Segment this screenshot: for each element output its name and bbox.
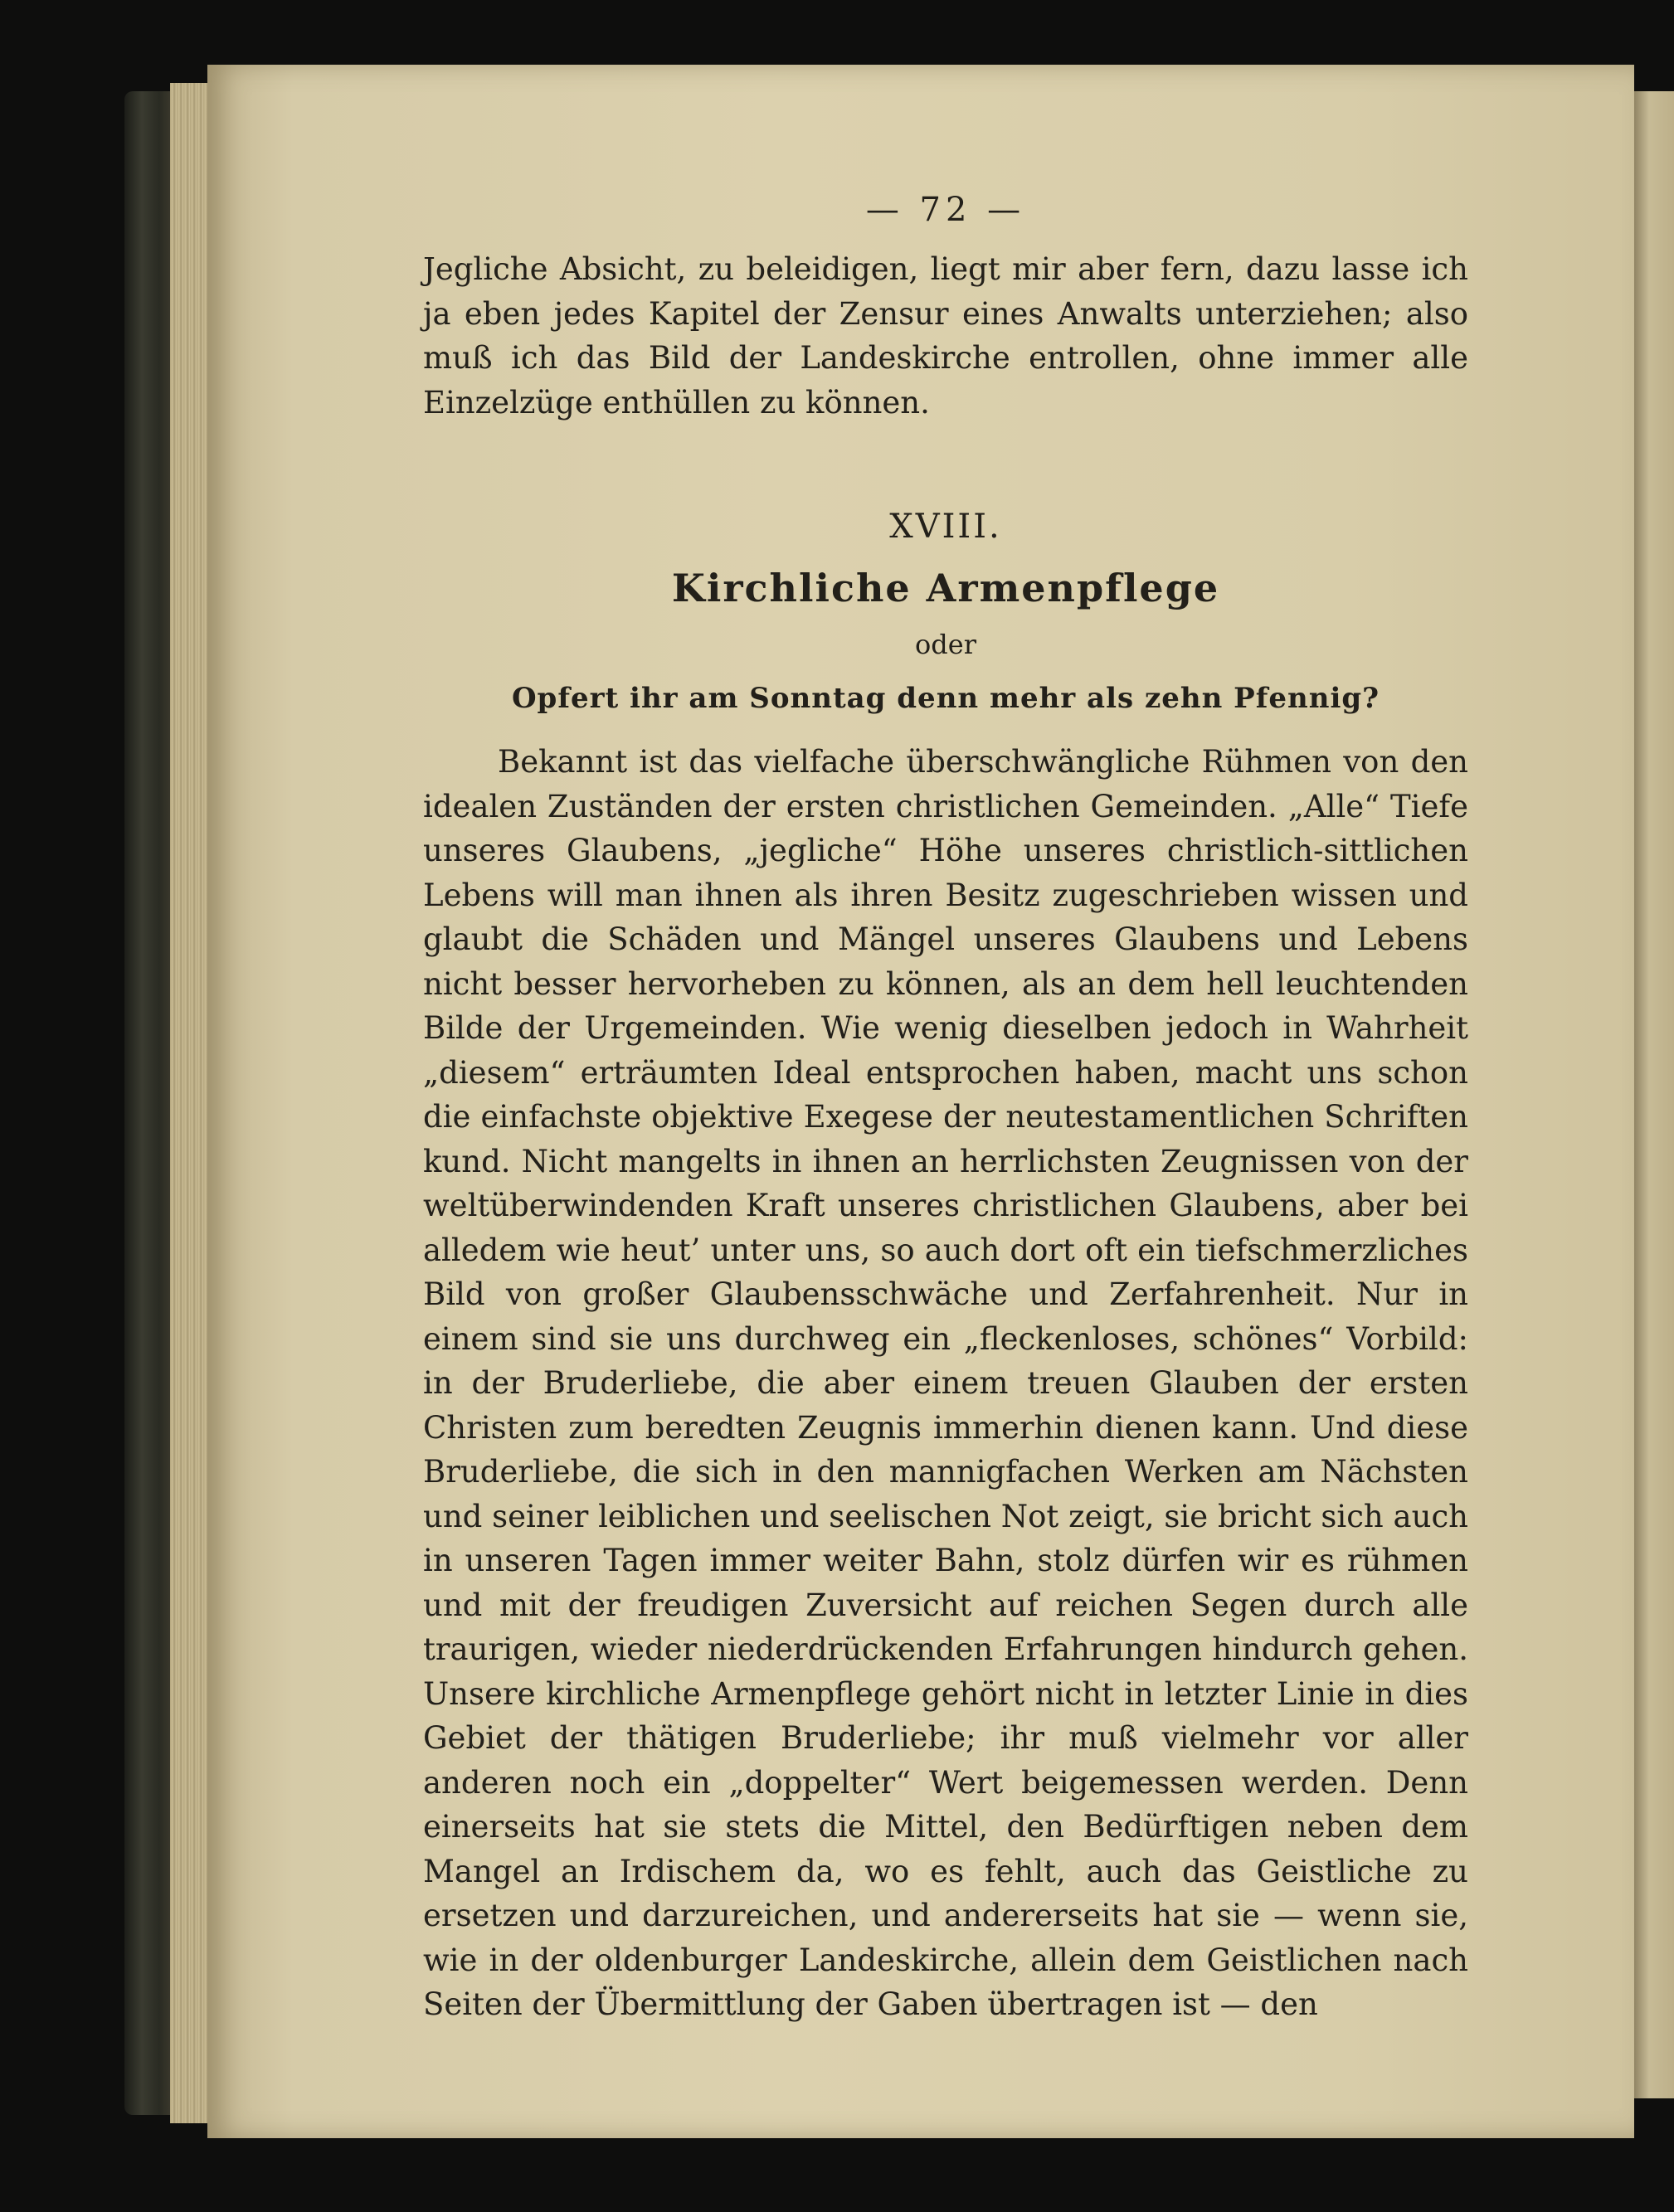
body-paragraph: Bekannt ist das vielfache überschwängliche Rühmen von den idealen Zuständen der ersten christlichen Gemeinden. „Alle“ Tiefe unseres Glaubens, „jegliche“ Höhe unseres christlich-sittlichen Lebens will man ihnen als ihren Besitz zugeschrieben wissen und glaubt die Schäden und Mängel unseres Glaubens und Lebens nicht besser hervorheben zu können, als an dem hell leuchtenden Bilde der Urgemeinden. Wie wenig dieselben jedoch in Wahrheit „diesem“ erträumten Ideal entsprochen haben, macht uns schon die einfachste objektive Exegese der neutestamentlichen Schriften kund. Nicht mangelts in ihnen an herrlichsten Zeugnissen von der weltüberwindenden Kraft unseres christlichen Glaubens, aber bei alledem wie heut’ unter uns, so auch dort oft ein tiefschmerzliches Bild von großer Glaubensschwäche und Zerfahrenheit. Nur in einem sind sie uns durchweg ein „fleckenloses, schönes“ Vorbild: in der Bruderliebe, die aber einem treuen Glauben der ersten Christen zum beredten Zeugnis immerhin dienen kann. Und diese Bruderliebe, die sich in den mannigfachen Werken am Nächsten und seiner leiblichen und seelischen Not zeigt, sie bricht sich auch in unseren Tagen immer weiter Bahn, stolz dürfen wir es rühmen und mit der freudigen Zuversicht auf reichen Segen durch alle traurigen, wieder niederdrückenden Erfahrungen hindurch gehen. Unsere kirchliche Armenpflege gehört nicht in letzter Linie in dies Gebiet der thätigen Bruderliebe; ihr muß vielmehr vor aller anderen noch ein „doppelter“ Wert beigemessen werden. Denn einerseits hat sie stets die Mittel, den Bedürftigen neben dem Mangel an Irdischem da, wo es fehlt, auch das Geistliche zu ersetzen und darzureichen, und andererseits hat sie — wenn sie, wie in der oldenburger Landeskirche, allein dem Geistlichen nach Seiten der Übermittlung der Gaben übertragen ist — den	[423, 744, 1468, 2022]
chapter-numeral: XVIII.	[889, 508, 1002, 546]
page-number: — 72 —	[865, 191, 1026, 229]
chapter-title: Kirchliche Armenpflege	[671, 566, 1220, 610]
chapter-conjunction: oder	[915, 629, 976, 660]
page-content	[423, 191, 1468, 2027]
intro-paragraph: Jegliche Absicht, zu beleidigen, liegt mir aber fern, dazu lasse ich ja eben jedes Kapitel der Zensur eines Anwalts unterziehen; also muß ich das Bild der Landeskirche entrollen, ohne immer alle Einzelzüge enthüllen zu können.	[423, 251, 1468, 421]
facing-page-edge	[1633, 91, 1674, 2098]
chapter-subtitle: Opfert ihr am Sonntag denn mehr als zehn Pfennig?	[511, 682, 1380, 715]
